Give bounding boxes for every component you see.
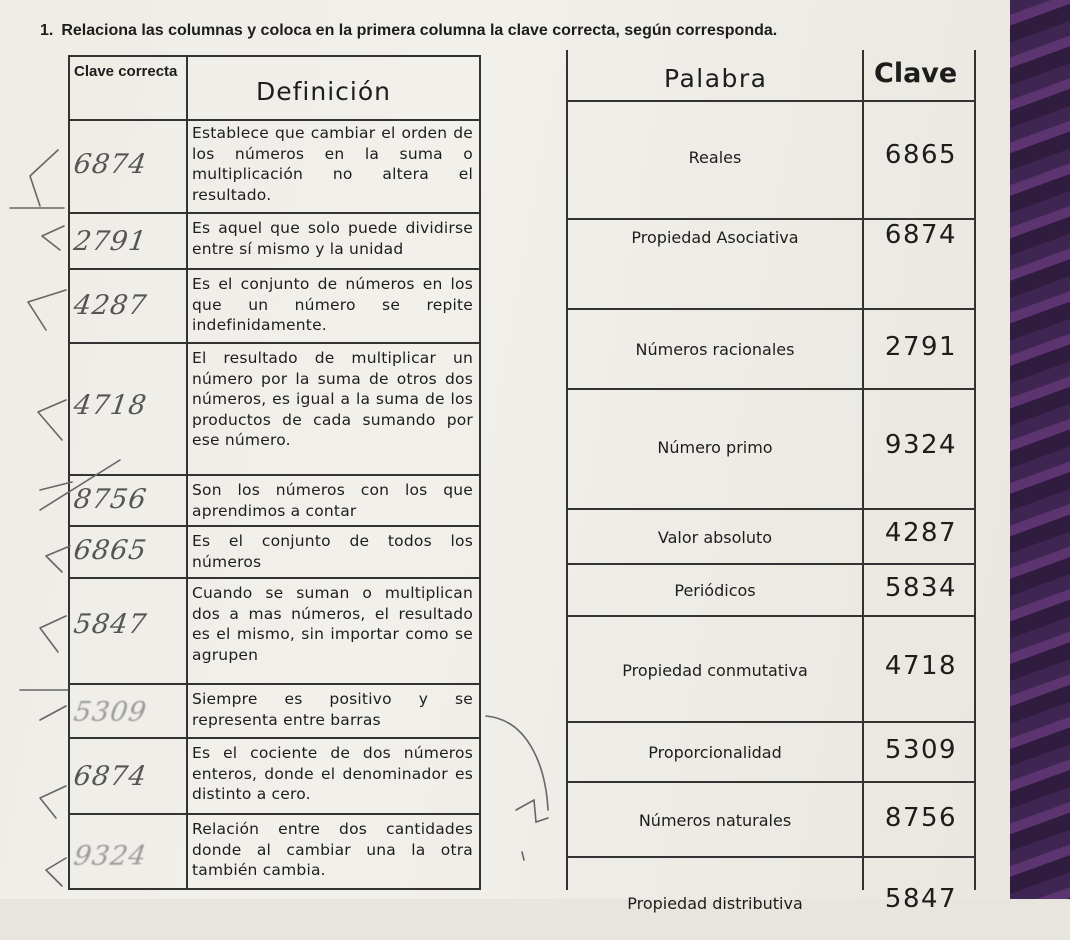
key-number: 4718	[884, 651, 958, 681]
word-text: Números naturales	[638, 811, 792, 830]
header-definicion: Definición	[256, 77, 391, 106]
question-number: 1.	[40, 22, 54, 39]
definition-text: Es el cociente de dos números enteros, donde el denominador es distinto a cero.	[192, 744, 473, 803]
definition-text: El resultado de multiplicar un número por la suma de otros dos números, es igual a la suma de los productos de cada sumando por ese número.	[192, 349, 473, 449]
handwritten-answer: 5847	[71, 609, 149, 640]
key-number: 8756	[884, 803, 958, 833]
word-text: Valor absoluto	[657, 528, 773, 547]
definition-row	[70, 815, 479, 892]
word-row	[568, 783, 974, 858]
key-number: 2791	[884, 332, 958, 362]
key-number: 6865	[884, 140, 958, 170]
word-text: Periódicos	[674, 581, 756, 600]
word-text: Número primo	[657, 438, 773, 457]
handwritten-answer: 8756	[71, 484, 149, 515]
handwritten-answer: 4287	[71, 290, 149, 321]
word-row	[568, 220, 974, 310]
header-clave: Clave	[874, 58, 958, 89]
word-text: Propiedad Asociativa	[631, 228, 799, 247]
handwritten-answer: 2791	[71, 226, 149, 257]
key-number: 5834	[884, 573, 958, 603]
words-table	[566, 50, 976, 914]
definitions-table-header	[70, 57, 479, 121]
word-row	[568, 310, 974, 390]
definition-row	[70, 270, 479, 344]
definition-row	[70, 344, 479, 476]
definition-text: Es el conjunto de todos los números	[192, 532, 473, 571]
key-number: 5309	[884, 735, 958, 765]
key-number: 6874	[884, 220, 958, 250]
word-text: Proporcionalidad	[648, 743, 782, 762]
instruction-text-part2: columna la clave correcta, según corresponda.	[419, 22, 778, 39]
header-clave-correcta: Clave correcta	[74, 63, 178, 80]
handwritten-answer: 9324	[71, 841, 149, 872]
key-number: 4287	[884, 518, 958, 548]
definition-row	[70, 214, 479, 270]
word-row	[568, 858, 974, 940]
background-fabric	[1010, 0, 1070, 899]
key-number: 9324	[884, 430, 958, 460]
handwritten-answer: 4718	[71, 390, 149, 421]
words-table-header	[568, 50, 974, 102]
definition-row	[70, 739, 479, 815]
definition-text: Cuando se suman o multiplican dos a mas números, el resultado es el mismo, sin importar como se agrupen	[192, 584, 473, 664]
key-number: 5847	[884, 884, 958, 914]
definitions-table	[68, 55, 481, 890]
definition-text: Siempre es positivo y se representa entre barras	[192, 690, 473, 729]
definition-row	[70, 685, 479, 739]
word-row	[568, 100, 974, 220]
definition-text: Establece que cambiar el orden de los números en la suma o multiplicación no altera el resultado.	[192, 124, 473, 204]
handwritten-answer: 6865	[71, 535, 149, 566]
header-palabra: Palabra	[664, 64, 768, 93]
word-row	[568, 617, 974, 723]
word-row	[568, 510, 974, 565]
definition-text: Es aquel que solo puede dividirse entre sí mismo y la unidad	[192, 219, 473, 258]
instruction	[40, 22, 940, 40]
handwritten-answer: 5309	[71, 697, 149, 728]
definition-row	[70, 527, 479, 579]
handwritten-answer: 6874	[71, 761, 149, 792]
definition-row	[70, 579, 479, 685]
definition-text: Relación entre dos cantidades donde al cambiar una la otra también cambia.	[192, 820, 473, 879]
word-text: Reales	[688, 148, 742, 167]
definition-text: Es el conjunto de números en los que un número se repite indefinidamente.	[192, 275, 473, 334]
word-row	[568, 565, 974, 617]
word-text: Propiedad distributiva	[627, 894, 803, 913]
definition-row	[70, 476, 479, 527]
word-row	[568, 723, 974, 783]
definition-text: Son los números con los que aprendimos a contar	[192, 481, 473, 520]
word-text: Números racionales	[635, 340, 795, 359]
instruction-text-part1: Relaciona las columnas y coloca en la primera	[61, 22, 416, 39]
word-text: Propiedad conmutativa	[622, 661, 808, 680]
definition-row	[70, 119, 479, 214]
handwritten-answer: 6874	[71, 149, 149, 180]
word-row	[568, 390, 974, 510]
